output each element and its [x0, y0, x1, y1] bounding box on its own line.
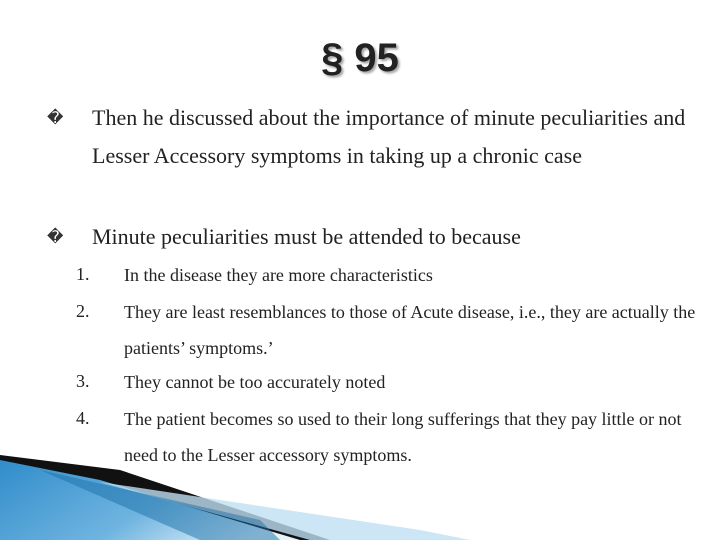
list-item-1: In the disease they are more characteristics: [124, 265, 433, 285]
list-item-2: They are least resemblances to those of Acute disease, i.e., they are actually the patients’ symptoms.’: [124, 302, 696, 358]
list-number-1: 1.: [76, 264, 90, 284]
bullet-text-1: Then he discussed about the importance of minute peculiarities and Lesser Accessory symptoms in taking up a chronic case: [92, 105, 686, 168]
bullet-icon: �: [47, 227, 64, 246]
list-number-2: 2.: [76, 301, 90, 321]
bullet-text-2: Minute peculiarities must be attended to because: [92, 224, 521, 249]
slide-title: § 95: [321, 36, 399, 80]
list-item-3: They cannot be too accurately noted: [124, 372, 386, 392]
list-number-3: 3.: [76, 371, 90, 391]
list-number-4: 4.: [76, 408, 90, 428]
bullet-icon: �: [47, 108, 64, 127]
list-item-4: The patient becomes so used to their long sufferings that they pay little or not need to the Lesser accessory symptoms.: [124, 409, 682, 465]
